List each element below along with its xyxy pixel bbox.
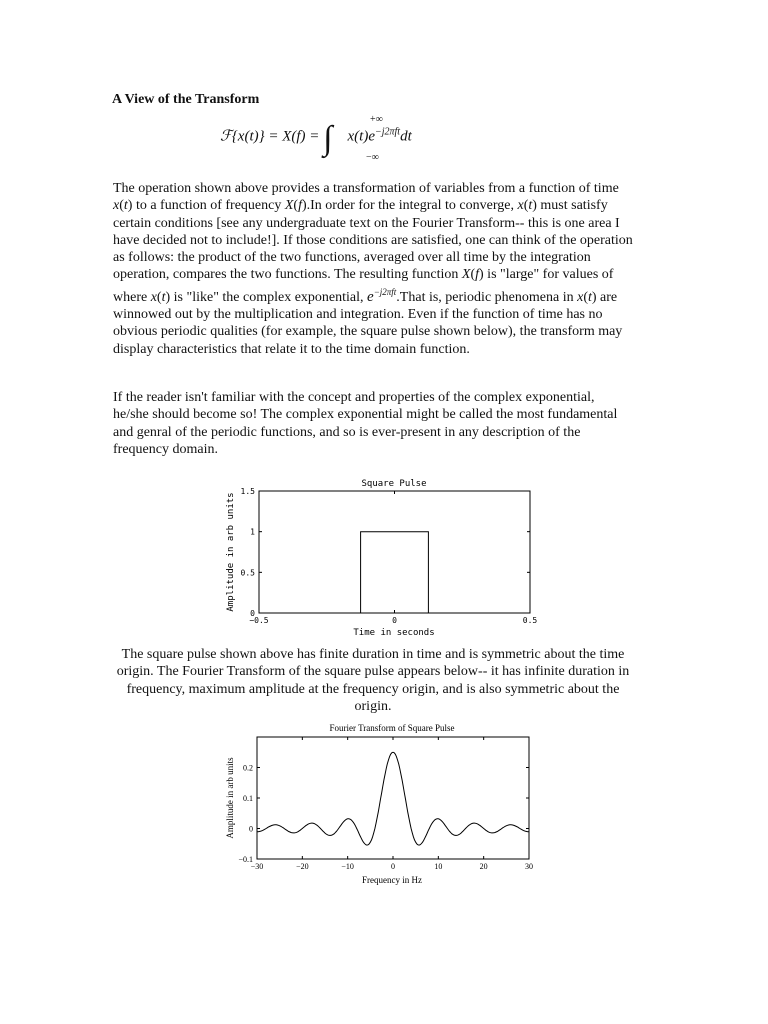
x-tick-label: 10 (434, 862, 443, 871)
integral-sign: ∫ (323, 120, 333, 157)
x-axis-label: Time in seconds (353, 628, 435, 638)
x-tick-label: −30 (250, 862, 264, 871)
y-tick-label: 0.5 (240, 568, 255, 578)
x-tick-label: 20 (479, 862, 488, 871)
y-tick-label: 0.2 (243, 763, 253, 773)
chart-title: Square Pulse (361, 479, 427, 489)
paragraph-2: If the reader isn't familiar with the concept and properties of the complex exponential, he/she should become so! The complex exponential might be called the most fundamental and genral of the periodic functions, and so is ever-present in any description of the frequency domain. (113, 390, 618, 457)
transform-curve (257, 752, 529, 845)
y-axis-label: Amplitude in arb units (226, 492, 236, 612)
formula-dt: dt (400, 128, 412, 145)
y-tick-label: 1 (250, 527, 255, 537)
paragraph-3: The square pulse shown above has finite duration in time and is symmetric about the time origin. The Fourier Transform of the square pulse appears below-- it has infinite duration in frequency, maximum amplitude at the frequency origin, and is also symmetric about the origin. (116, 647, 630, 714)
x-tick-label: 0 (392, 616, 397, 625)
x-axis-label: Frequency in Hz (362, 875, 422, 885)
x-tick-label: −20 (296, 862, 309, 871)
y-tick-label: 0 (250, 609, 255, 618)
fourier-transform-chart (222, 720, 542, 890)
integral-lower-limit: −∞ (366, 152, 379, 163)
y-axis-label: Amplitude in arb units (225, 757, 235, 839)
y-tick-label: 0 (249, 824, 253, 834)
x-tick-label: −10 (341, 862, 354, 871)
y-tick-label: 0.1 (243, 794, 253, 803)
page-heading: A View of the Transform (112, 92, 260, 107)
x-tick-label: 0.5 (522, 616, 538, 625)
plot-frame (259, 491, 530, 613)
integral-upper-limit: +∞ (370, 114, 383, 125)
x-tick-label: 0 (391, 862, 395, 871)
paragraph-1: The operation shown above provides a transformation of variables from a function of time x(t) to a function of frequency X(f).In order for the integral to converge, x(t) must satisfy certain conditions [see any undergraduate text on the Fourier Transform-- this is one area I have decided not to include!]. If those conditions are satisfied, one can think of the operation as follows: the product of the two functions, averaged over all time by the integration operation, compares the two functions. The resulting function X(f) is "large" for values of where x(t) is "like" the complex exponential, $e^{-j2\pi ft}.That$ is, periodic phenomena in x(t) are winnowed out by the multiplication and integration. Even if the function of time has no obvious periodic qualities (for example, the square pulse shown below), the transform may display characteristics that relate it to the time domain function. (113, 181, 633, 357)
formula-lhs: ℱ{x(t)} = X(f) = (220, 128, 324, 145)
chart-title: Fourier Transform of Square Pulse (329, 723, 455, 733)
x-tick-label: 30 (525, 862, 533, 871)
square-pulse-chart (222, 476, 542, 638)
axis-ticks (241, 487, 538, 625)
pulse-line (361, 532, 429, 613)
formula-integrand: x(t)e (347, 128, 375, 145)
axis-ticks (238, 737, 533, 871)
formula-exponent: −j2πft (374, 126, 401, 138)
x-tick-label: −0.5 (249, 616, 269, 625)
y-tick-label: 1.5 (240, 487, 255, 496)
y-tick-label: −0.1 (238, 855, 253, 864)
fourier-transform-formula (220, 114, 412, 163)
plot-frame (257, 737, 529, 859)
